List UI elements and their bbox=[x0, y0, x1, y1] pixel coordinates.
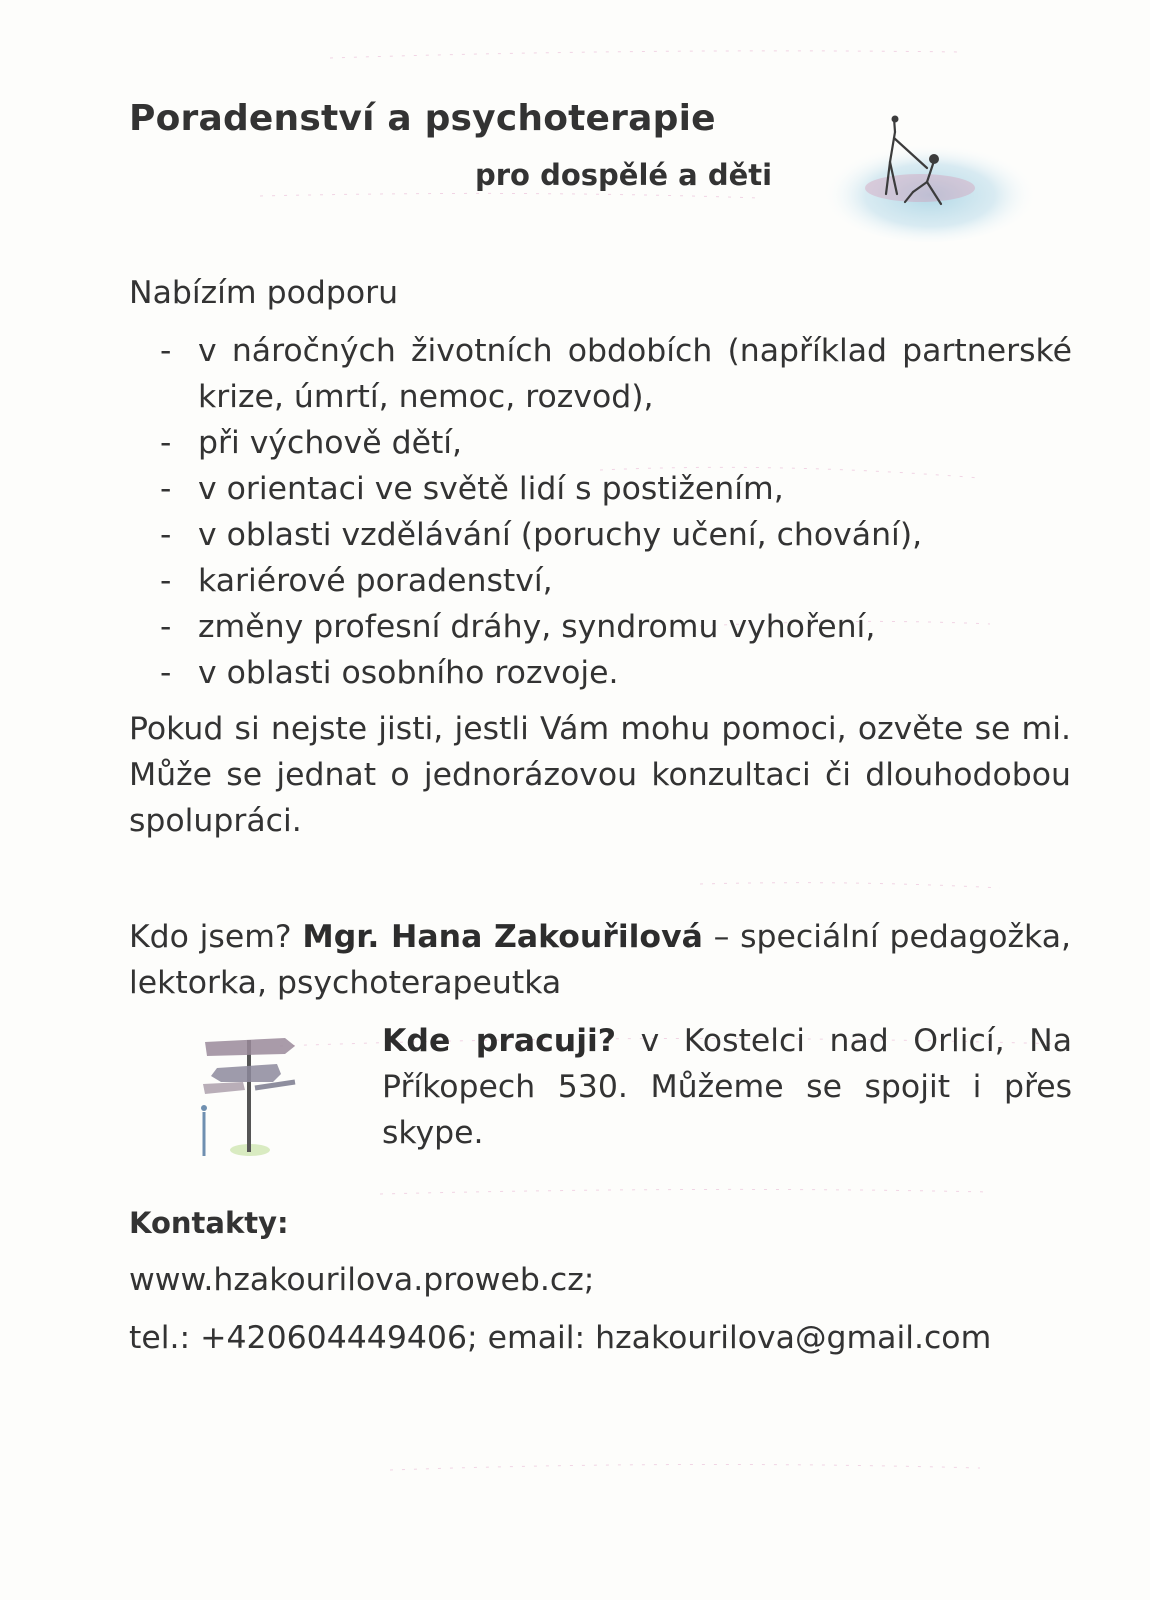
website-link[interactable]: www.hzakourilova.proweb.cz; bbox=[129, 1262, 595, 1298]
page-subtitle: pro dospělé a děti bbox=[475, 158, 773, 192]
author-name: Mgr. Hana Zakouřilová bbox=[302, 919, 703, 955]
help-paragraph: Pokud si nejste jisti, jestli Vám mohu pomoci, ozvěte se mi. Může se jednat o jednorázovou konzultaci či dlouhodobou spolupráci. bbox=[129, 711, 1071, 839]
people-helping-icon bbox=[815, 110, 1040, 250]
contacts-title: Kontakty: bbox=[129, 1206, 289, 1240]
author-description: – speciální pedagožka, lektorka, psychoterapeutka bbox=[129, 919, 1072, 1001]
list-item: - v náročných životních obdobích (například partnerské krize, úmrtí, nemoc, rozvod), bbox=[160, 328, 1072, 420]
page-title: Poradenství a psychoterapie bbox=[129, 98, 716, 139]
signpost-icon bbox=[195, 1030, 315, 1170]
list-item: - změny profesní dráhy, syndromu vyhoření, bbox=[160, 604, 1072, 650]
where-section bbox=[382, 1018, 1072, 1156]
email-label: email: bbox=[487, 1320, 586, 1356]
email-link[interactable]: hzakourilova@gmail.com bbox=[595, 1320, 992, 1356]
phone-number[interactable]: +420604449406; bbox=[200, 1320, 478, 1356]
where-question: Kde pracuji? bbox=[382, 1023, 617, 1059]
intro-text: Nabízím podporu bbox=[129, 275, 399, 311]
who-question: Kdo jsem? bbox=[129, 919, 292, 955]
contact-line bbox=[129, 1320, 991, 1356]
list-item: - kariérové poradenství, bbox=[160, 558, 1072, 604]
where-answer: v Kostelci nad Orlicí, Na Příkopech 530. Můžeme se spojit i přes skype. bbox=[382, 1023, 1072, 1151]
list-item: - v oblasti vzdělávání (poruchy učení, chování), bbox=[160, 512, 1072, 558]
list-item: - v orientaci ve světě lidí s postižením, bbox=[160, 466, 1072, 512]
who-section bbox=[129, 914, 1071, 1006]
list-item: - při výchově dětí, bbox=[160, 420, 1072, 466]
list-item: - v oblasti osobního rozvoje. bbox=[160, 650, 1072, 696]
offers-list bbox=[160, 328, 1072, 696]
tel-label: tel.: bbox=[129, 1320, 191, 1356]
